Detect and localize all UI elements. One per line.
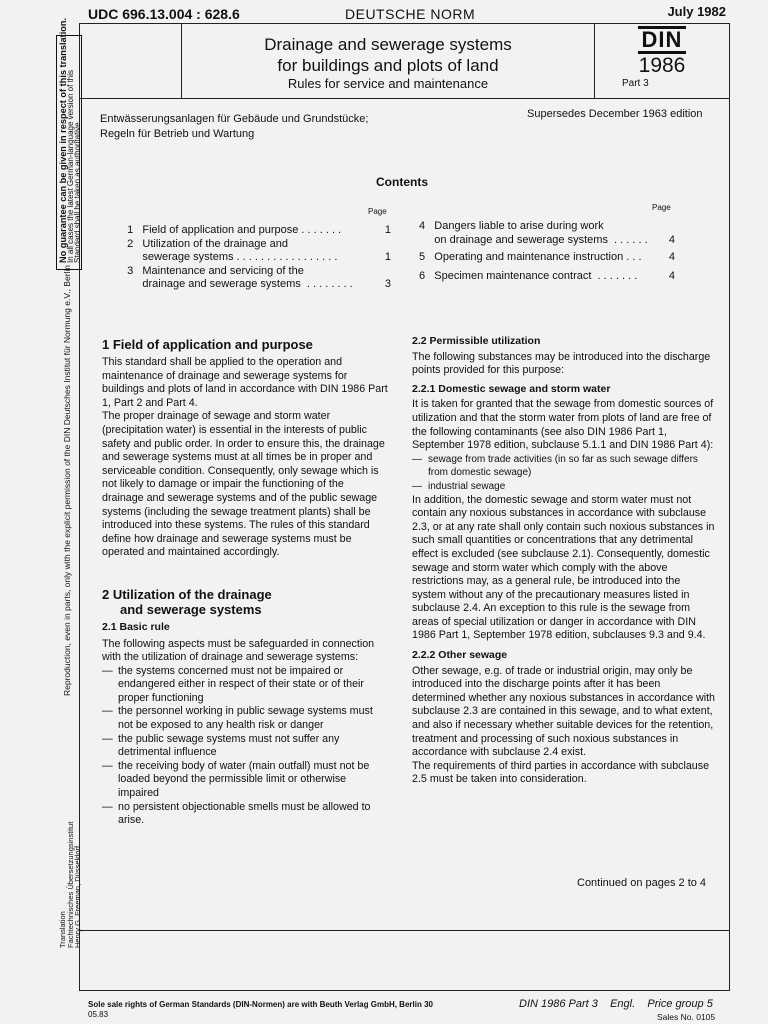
- paragraph: The following aspects must be safeguarded in connection with the utilization of drainage and sewerage systems:: [102, 637, 375, 664]
- bullet-item: — industrial sewage: [412, 480, 716, 494]
- toc-entry[interactable]: [121, 224, 391, 238]
- toc-right: [419, 220, 675, 283]
- toc-entry[interactable]: [419, 234, 675, 248]
- bullet-item: — sewage from trade activities (in so far as such sewage differs from domestic sewage): [412, 453, 716, 480]
- part-label: Part 3: [622, 78, 649, 89]
- paragraph: The following substances may be introduced into the discharge points provided for this purpose:: [412, 350, 711, 377]
- frame-line: [79, 98, 730, 99]
- din-logo: DIN: [638, 26, 687, 54]
- sales-number: Sales No. 0105: [657, 1012, 716, 1022]
- toc-entry-text: sewerage systems . . . . . . . . . . . . . . . . .: [121, 251, 338, 264]
- bullet-item: — the systems concerned must not be impaired or endangered either in respect of their state or of their proper functioning: [102, 665, 388, 706]
- german-title-line: Entwässerungsanlagen für Gebäude und Grundstücke;: [100, 113, 369, 125]
- toc-page: 4: [668, 251, 675, 264]
- german-title: [100, 112, 368, 142]
- left-column: [102, 337, 388, 828]
- issue-date: July 1982: [667, 4, 726, 19]
- german-title-line: Regeln für Betrieb und Wartung: [100, 128, 255, 140]
- toc-entry-text: 3 Maintenance and servicing of the: [121, 264, 304, 277]
- frame-line: [729, 23, 730, 990]
- toc-entry[interactable]: [419, 270, 675, 284]
- toc-page: 4: [668, 269, 675, 282]
- toc-page: 4: [668, 233, 675, 246]
- paragraph: This standard shall be applied to the operation and maintenance of drainage and sewerage systems for buildings and plots of land in accordance with DIN 1986 Part 1, Part 2 and Part 4.: [102, 356, 388, 409]
- subsection-heading: 2.2 Permissible utilization: [412, 335, 541, 347]
- translation-note: Henry G. Freeman, Düsseldorf: [73, 845, 82, 948]
- reproduction-note: Reproduction, even in parts, only with the explicit permission of the DIN Deutsches Institut für Normung e.V., Berlin: [62, 264, 72, 696]
- din-number: 1986: [638, 54, 686, 77]
- document-reference: DIN 1986 Part 3 Engl. Price group 5: [519, 998, 713, 1010]
- toc-entry-text: 1 Field of application and purpose . . . . . . .: [121, 224, 342, 236]
- subsection-heading: 2.2.2 Other sewage: [412, 649, 508, 662]
- paragraph: It is taken for granted that the sewage from domestic sources of utilization and that the storm water from plots of land are free of the following contaminants (see also DIN 1986 Part 1, September 1978 edition, subclause 5.1.1 and DIN 1986 Part 4):: [412, 398, 714, 452]
- edition-code: 05.83: [88, 1010, 109, 1019]
- frame-line: [79, 990, 730, 991]
- section-heading-line: and sewerage systems: [120, 601, 262, 617]
- right-column: [412, 335, 716, 787]
- toc-page: 3: [384, 278, 391, 291]
- continued-note: Continued on pages 2 to 4: [577, 877, 707, 889]
- norm-label: DEUTSCHE NORM: [345, 6, 476, 22]
- din-block: [595, 26, 729, 89]
- section-heading: [102, 587, 388, 617]
- toc-entry[interactable]: [121, 265, 391, 279]
- title-line: for buildings and plots of land: [277, 56, 499, 75]
- paragraph: In addition, the domestic sewage and storm water must not contain any noxious substances in accordance with subclause 2.3, or at any rate shall only contain such noxious substances in such small quantities or concentrations that any detrimental effect is excluded (see subclause 2.1). Consequently, domestic sewage and storm water which comply with the above restrictions may, as a general rule, be introduced into the system without any of the precautionary measures listed in subclause 2.4. An exception to this rule is the sewage from areas of special utilization or danger in accordance with DIN 1986 Part 1, September 1978 edition, subclauses 9.3 and 9.4.: [412, 493, 715, 642]
- toc-entry-text: 4 Dangers liable to arise during work: [419, 220, 604, 232]
- toc-entry[interactable]: [419, 220, 675, 234]
- toc-left: [121, 224, 391, 292]
- toc-entry[interactable]: [121, 278, 391, 292]
- toc-entry[interactable]: [419, 251, 675, 265]
- section-heading-line: 2 Utilization of the drainage: [102, 586, 272, 602]
- paragraph: The proper drainage of sewage and storm water (precipitation water) is essential in the interests of public safety and public order. In order to ensure this, the drainage and sewerage systems must at all times be in proper and serviceable condition. Consequently, only sewage which is not likely to damage or impair the functioning of the drainage and sewerage systems and of the public sewage systems (including the sewage treatment plants) shall be introduced into these systems. The rules of this standard define how drainage and sewerage systems must be operated and maintained accordingly.: [102, 410, 385, 559]
- rights-note: Sole sale rights of German Standards (DIN-Normen) are with Beuth Verlag GmbH, Berlin 30: [88, 1000, 433, 1009]
- guarantee-note: In all cases the latest German-language version of this: [66, 70, 75, 263]
- udc-number: UDC 696.13.004 : 628.6: [88, 6, 240, 22]
- translation-note: Fachtechnisches Übersetzungsinstitut: [66, 821, 75, 948]
- toc-page: 1: [384, 251, 391, 264]
- toc-entry[interactable]: [121, 251, 391, 265]
- title-line: Drainage and sewerage systems: [264, 35, 512, 54]
- toc-entry-text: on drainage and sewerage systems . . . . . .: [419, 233, 648, 246]
- section-heading: 1 Field of application and purpose: [102, 337, 313, 352]
- document-subtitle: Rules for service and maintenance: [287, 76, 489, 91]
- paragraph: The requirements of third parties in accordance with subclause 2.5 must be taken into consideration.: [412, 759, 710, 786]
- frame-line: [79, 23, 730, 24]
- paragraph: Other sewage, e.g. of trade or industrial origin, may only be introduced into the discharge points after it has been determined whether any noxious substances in accordance with subclause 2.3 are contained in this sewage, and to what extent, and also if necessary whether suitable devices for the retention, treatment and processing of such noxious substances in accordance with subclause 2.4 exist.: [412, 664, 715, 759]
- subsection-heading: 2.2.1 Domestic sewage and storm water: [412, 382, 611, 395]
- page-column-label: Page: [368, 207, 387, 216]
- guarantee-note: Standard shall be taken as authoritative: [73, 122, 82, 263]
- toc-entry-text: 5 Operating and maintenance instruction . . .: [419, 251, 642, 264]
- bullet-item: — no persistent objectionable smells must be allowed to arise.: [102, 801, 388, 828]
- document-title: [182, 34, 594, 76]
- subsection-heading: 2.1 Basic rule: [102, 620, 170, 633]
- bullet-item: — the personnel working in public sewage systems must not be exposed to any health risk or danger: [102, 705, 388, 732]
- contents-heading: Contents: [376, 175, 428, 189]
- toc-entry-text: 6 Specimen maintenance contract . . . . . . .: [419, 269, 638, 282]
- guarantee-note: No guarantee can be given in respect of this translation.: [58, 17, 68, 263]
- bullet-item: — the public sewage systems must not suffer any detrimental influence: [102, 733, 388, 760]
- frame-line: [79, 930, 730, 931]
- toc-page: 1: [384, 224, 391, 236]
- toc-entry-text: 2 Utilization of the drainage and: [121, 237, 288, 250]
- toc-entry-text: drainage and sewerage systems . . . . . . . .: [121, 278, 353, 291]
- bullet-item: — the receiving body of water (main outfall) must not be loaded beyond the permissible limit or otherwise impaired: [102, 760, 388, 801]
- page-column-label: Page: [652, 203, 671, 212]
- supersedes-note: Supersedes December 1963 edition: [527, 108, 703, 120]
- toc-entry[interactable]: [121, 238, 391, 252]
- translation-note: Translation: [58, 911, 67, 948]
